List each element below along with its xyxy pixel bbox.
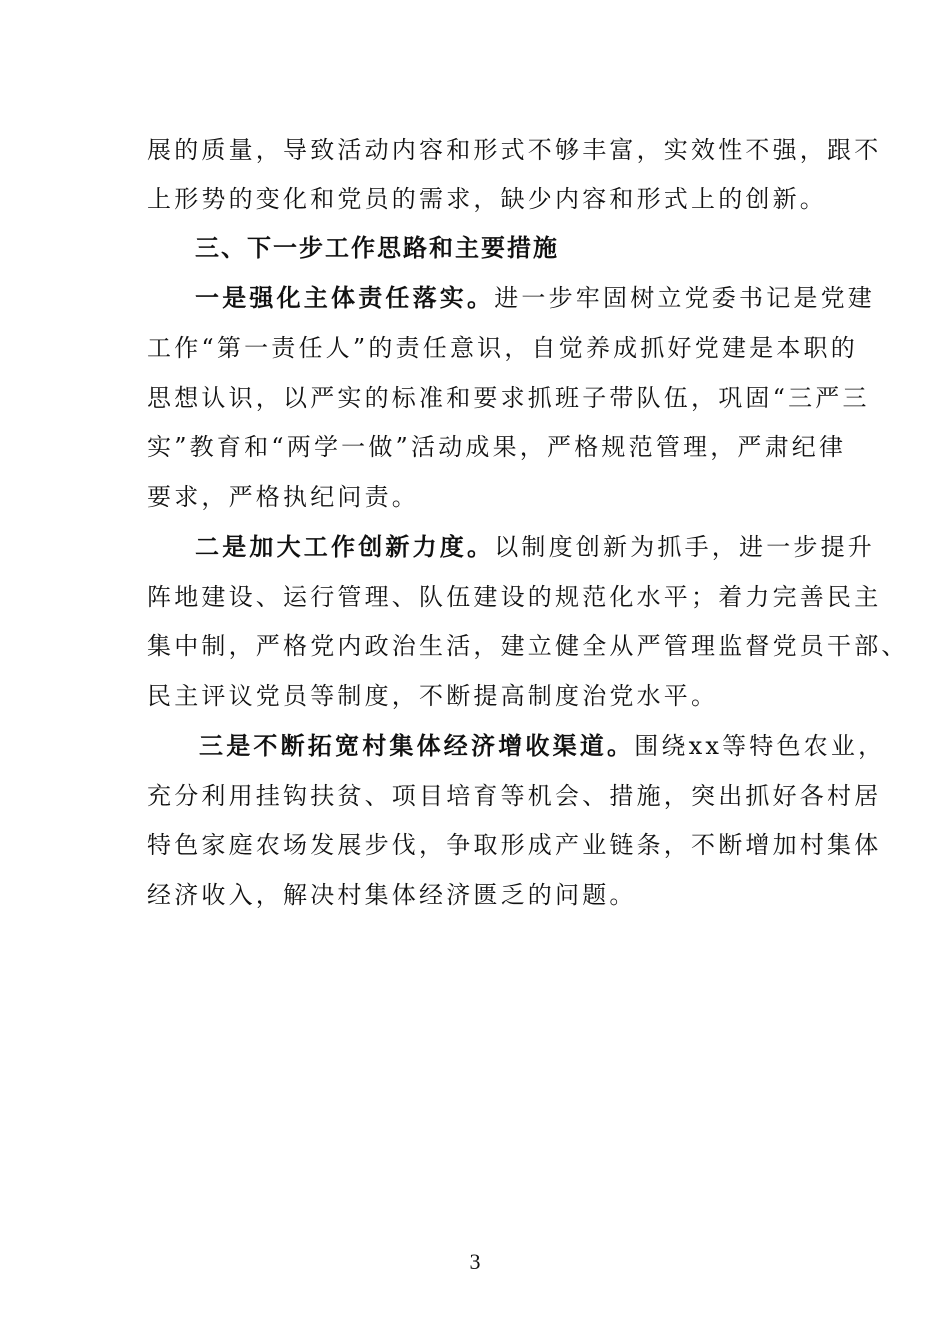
- paragraph-3-first-line-text: 围绕xx等特色农业，: [634, 732, 886, 760]
- paragraph-1-first-line: [195, 283, 875, 313]
- paragraph-1-line: 要求，严格执纪问责。: [147, 483, 419, 511]
- paragraph-1-line: 实”教育和“两学一做”活动成果，严格规范管理，严肃纪律: [147, 433, 847, 461]
- paragraph-3-lead: 三是不断拓宽村集体经济增收渠道。: [199, 731, 635, 760]
- body-line: 展的质量，导致活动内容和形式不够丰富，实效性不强，跟不: [147, 136, 882, 164]
- paragraph-2-line: 集中制，严格党内政治生活，建立健全从严管理监督党员干部、: [147, 632, 909, 660]
- paragraph-3-line: 经济收入，解决村集体经济匮乏的问题。: [147, 881, 637, 909]
- paragraph-3-line: 特色家庭农场发展步伐，争取形成产业链条，不断增加村集体: [147, 831, 882, 859]
- page-number: 3: [469, 1249, 481, 1274]
- paragraph-1-lead: 一是强化主体责任落实。: [195, 283, 495, 312]
- paragraph-3-line: 充分利用挂钩扶贫、项目培育等机会、措施，突出抓好各村居: [147, 782, 882, 810]
- body-line: 上形势的变化和党员的需求，缺少内容和形式上的创新。: [147, 185, 827, 213]
- paragraph-1-first-line-text: 进一步牢固树立党委书记是党建: [494, 284, 876, 312]
- paragraph-2-lead: 二是加大工作创新力度。: [195, 532, 495, 561]
- paragraph-1-line: 思想认识，以严实的标准和要求抓班子带队伍，巩固“三严三: [147, 384, 870, 412]
- paragraph-2-first-line-text: 以制度创新为抓手，进一步提升: [494, 533, 876, 561]
- paragraph-2-line: 民主评议党员等制度，不断提高制度治党水平。: [147, 682, 719, 710]
- paragraph-2-first-line: [195, 532, 875, 562]
- paragraph-2-line: 阵地建设、运行管理、队伍建设的规范化水平；着力完善民主: [147, 583, 882, 611]
- paragraph-3-first-line: [199, 731, 885, 761]
- paragraph-1-line: 工作“第一责任人”的责任意识，自觉养成抓好党建是本职的: [147, 334, 858, 362]
- section-heading: 三、下一步工作思路和主要措施: [195, 234, 559, 262]
